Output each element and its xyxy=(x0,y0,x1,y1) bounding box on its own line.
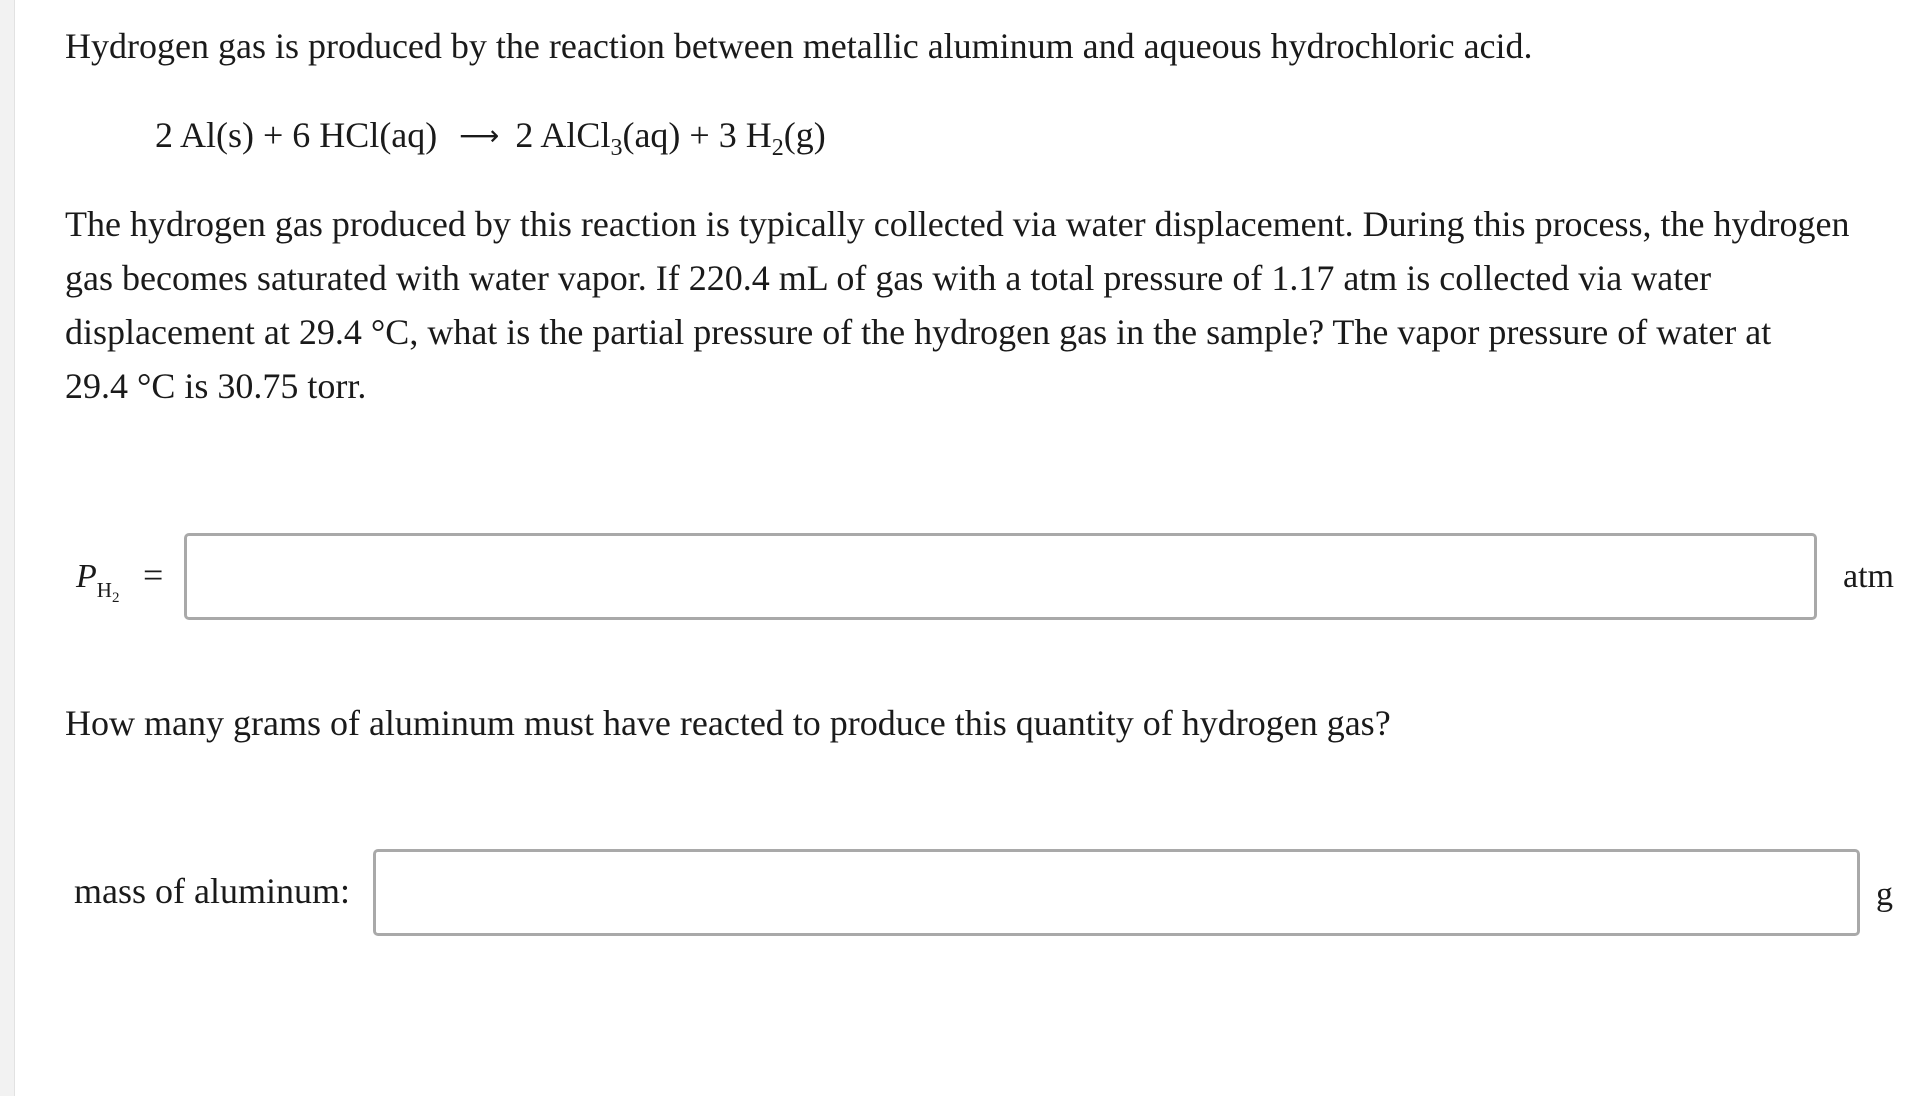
equation-product-alcl: 2 AlCl xyxy=(515,115,611,155)
pressure-subscript xyxy=(96,578,120,606)
equation-reactants: 2 Al(s) + 6 HCl(aq) xyxy=(155,115,438,155)
paragraph-line: displacement at 29.4 °C, what is the partial pressure of the hydrogen gas in the sample? The vapor pressure of water at xyxy=(65,312,1772,352)
chemical-equation xyxy=(155,108,826,165)
pressure-answer-input[interactable] xyxy=(184,533,1817,620)
pressure-unit-label: atm xyxy=(1843,558,1894,595)
problem-paragraph xyxy=(65,197,1895,413)
mass-unit-label: g xyxy=(1876,876,1893,913)
equals-sign: = xyxy=(143,555,164,595)
pressure-sub-digit: 2 xyxy=(111,590,120,606)
pressure-h2-label xyxy=(76,555,120,606)
mass-question-text: How many grams of aluminum must have reacted to produce this quantity of hydrogen gas? xyxy=(65,703,1391,743)
pressure-sub-letter: H xyxy=(96,578,112,602)
intro-text: Hydrogen gas is produced by the reaction between metallic aluminum and aqueous hydrochloric acid. xyxy=(65,26,1533,66)
paragraph-line: gas becomes saturated with water vapor. If 220.4 mL of gas with a total pressure of 1.17 atm is collected via water xyxy=(65,258,1712,298)
paragraph-line: The hydrogen gas produced by this reaction is typically collected via water displacement. During this process, the hydrogen xyxy=(65,204,1850,244)
paragraph-line: 29.4 °C is 30.75 torr. xyxy=(65,366,367,406)
mass-answer-input[interactable] xyxy=(373,849,1860,936)
h2-state: (g) xyxy=(783,115,826,155)
h2-subscript: 2 xyxy=(771,135,784,161)
pressure-symbol: P xyxy=(76,558,97,595)
reaction-arrow-icon: ⟶ xyxy=(459,119,500,152)
left-border-strip xyxy=(0,0,15,1096)
mass-answer-label: mass of aluminum: xyxy=(74,871,350,911)
alcl-subscript: 3 xyxy=(610,135,623,161)
equation-product-h2: (aq) + 3 H xyxy=(622,115,772,155)
